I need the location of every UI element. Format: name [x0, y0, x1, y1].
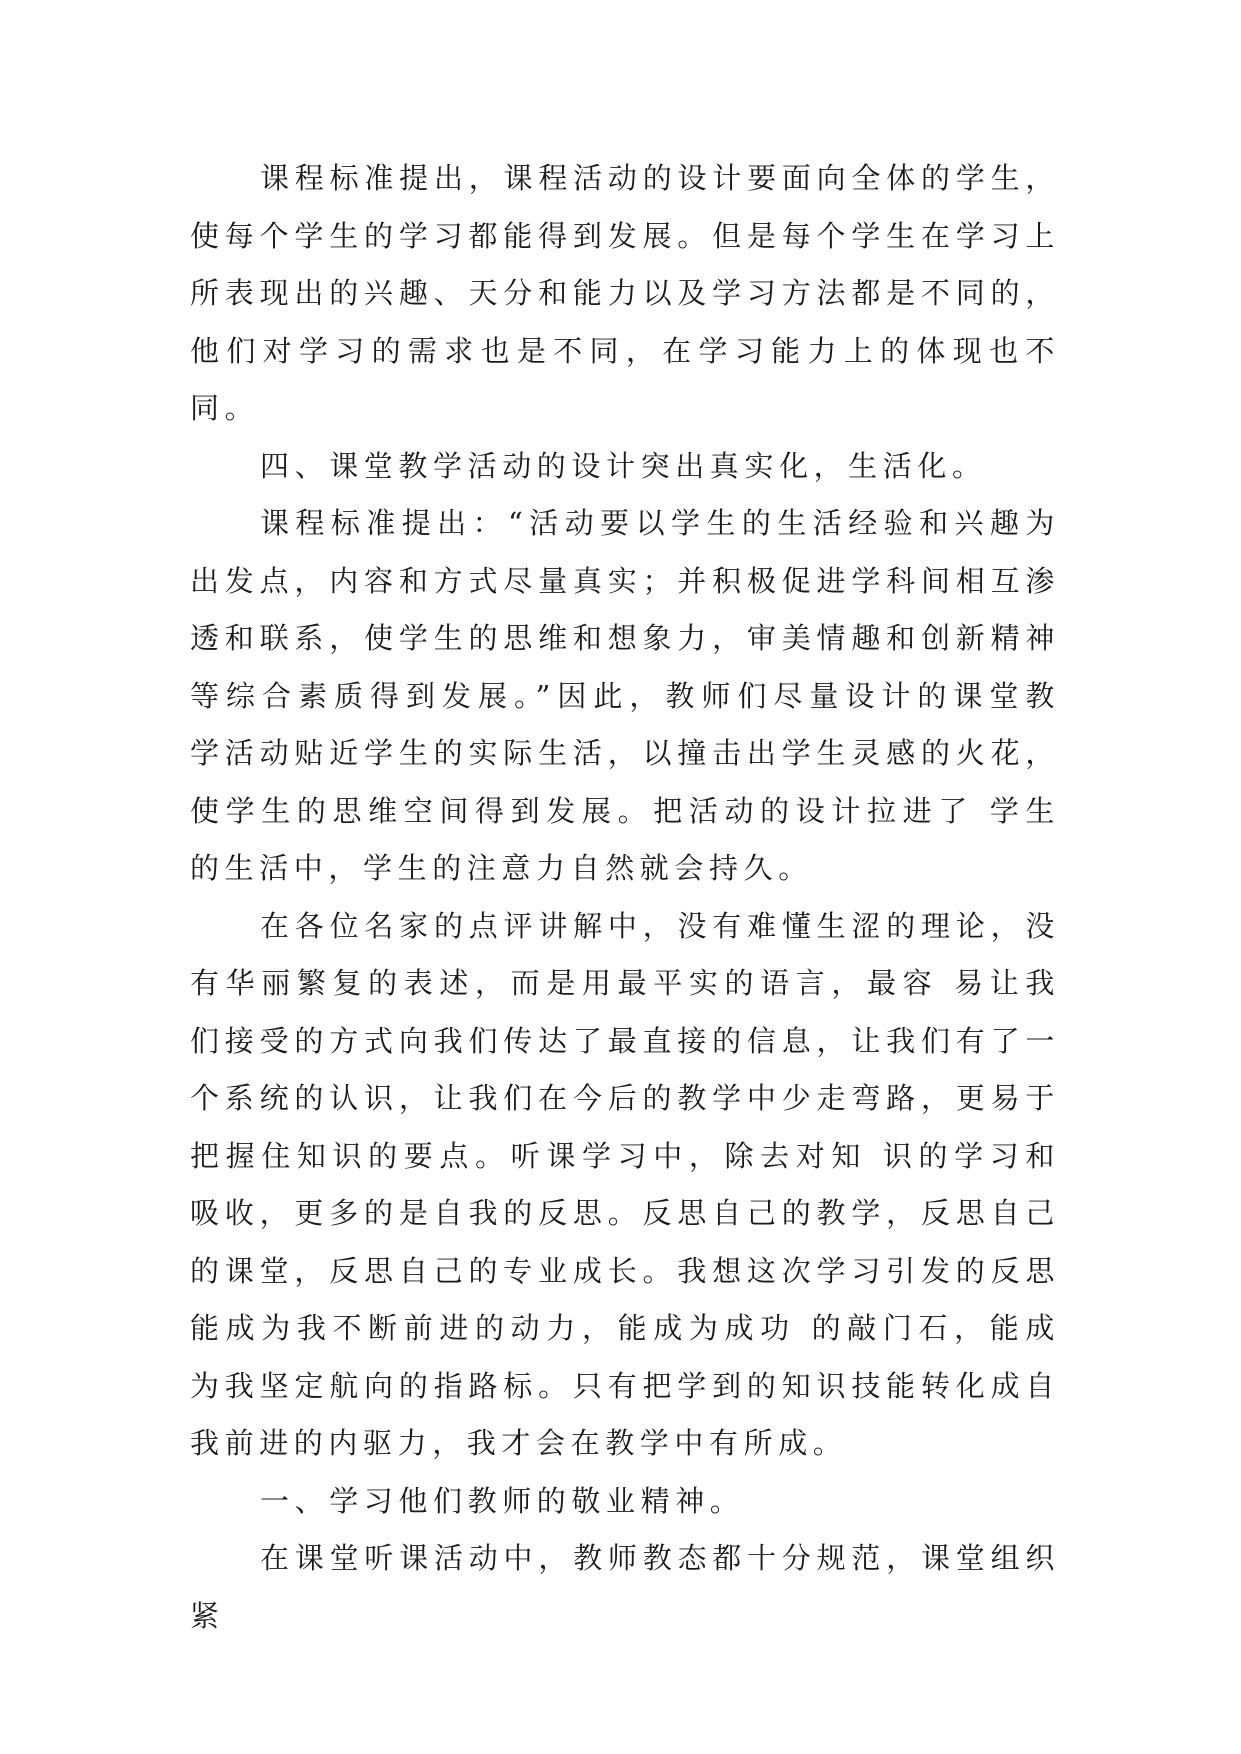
paragraph-course-standard-activities: 课程标准提出：“活动要以学生的生活经验和兴趣为出发点，内容和方式尽量真实；并积极促进学科间相互渗透和联系，使学生的思维和想象力，审美情趣和创新精神 等综合素质得到发展。”因此，教师们尽量设计的课堂教学活动贴近学生的实际生活，以撞击出学生灵感的火花，使学生的思维空间得到发展。把活动的设计拉进了 学生的生活中，学生的注意力自然就会持久。 — [190, 506, 1060, 885]
section-heading-one: 一、学习他们教师的敬业精神。 — [260, 1483, 745, 1518]
section-heading-four: 四、课堂教学活动的设计突出真实化，生活化。 — [260, 448, 987, 483]
paragraph-expert-review-reflection: 在各位名家的点评讲解中，没有难懂生涩的理论，没有华丽繁复的表述，而是用最平实的语言，最容 易让我们接受的方式向我们传达了最直接的信息，让我们有了一个系统的认识，让我们在今后的教学中少走弯路，更易于把握住知识的要点。听课学习中，除去对知 识的学习和吸收，更多的是自我的反思。反思自己的教学，反思自己的课堂，反思自己的专业成长。我想这次学习引发的反思能成为我不断前进的动力，能成为成功 的敲门石，能成为我坚定航向的指路标。只有把学到的知识技能转化成自我前进的内驱力，我才会在教学中有所成。 — [190, 908, 1060, 1460]
document-body — [190, 150, 1060, 1645]
paragraph-course-standard-all-students: 课程标准提出，课程活动的设计要面向全体的学生，使每个学生的学习都能得到发展。但是每个学生在学习上所表现出的兴趣、天分和能力以及学习方法都是不同的，他们对学习的需求也是不同，在学习能力上的体现也不同。 — [190, 161, 1060, 425]
paragraph-classroom-observation: 在课堂听课活动中，教师教态都十分规范，课堂组织紧 — [190, 1541, 1060, 1633]
